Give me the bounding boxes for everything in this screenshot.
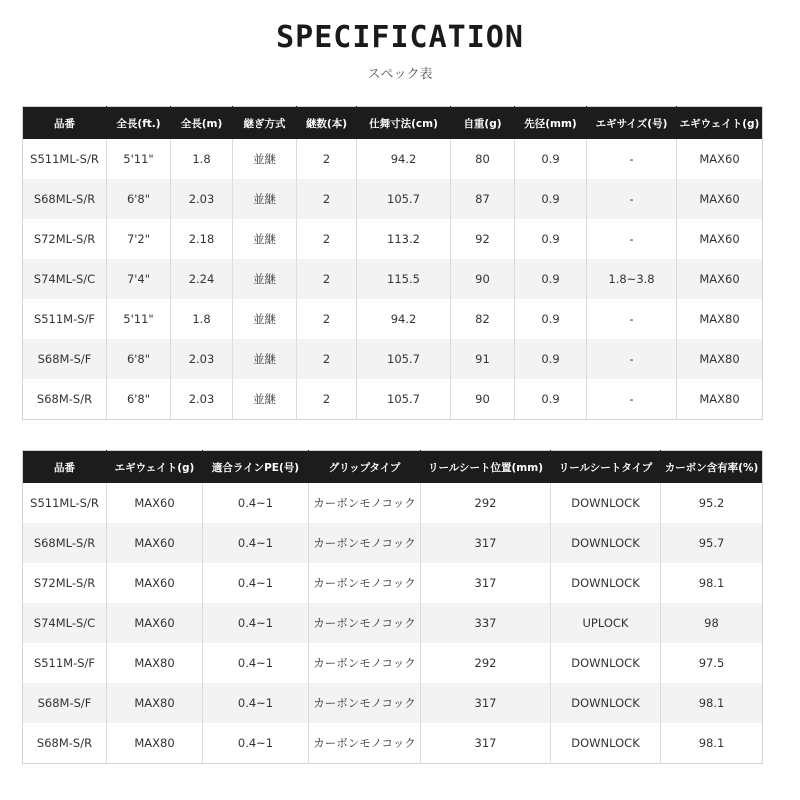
table-cell: 0.4~1 <box>203 683 309 723</box>
table-cell: 2.03 <box>171 179 233 219</box>
table-cell: - <box>587 379 677 420</box>
table-cell: S68M-S/F <box>23 683 107 723</box>
table-cell: 105.7 <box>357 179 451 219</box>
table-row <box>23 603 763 643</box>
table-row <box>23 483 763 523</box>
table-row <box>23 179 763 219</box>
table-cell: 98.1 <box>661 563 763 603</box>
table-cell: 0.4~1 <box>203 523 309 563</box>
table-cell: 並継 <box>233 379 297 420</box>
table-cell: DOWNLOCK <box>551 723 661 764</box>
table-cell: MAX60 <box>677 219 763 259</box>
table-cell: UPLOCK <box>551 603 661 643</box>
table-cell: 0.9 <box>515 219 587 259</box>
table-cell: 並継 <box>233 339 297 379</box>
table-cell: S74ML-S/C <box>23 603 107 643</box>
table-cell: 7'2" <box>107 219 171 259</box>
column-header: 継ぎ方式 <box>233 107 297 140</box>
table-cell: 105.7 <box>357 379 451 420</box>
table-cell: - <box>587 299 677 339</box>
table-cell: 105.7 <box>357 339 451 379</box>
column-header: エギウェイト(g) <box>107 451 203 484</box>
table-cell: 2.24 <box>171 259 233 299</box>
table-cell: 0.4~1 <box>203 603 309 643</box>
table-cell: 2 <box>297 339 357 379</box>
table-row <box>23 299 763 339</box>
table-cell: MAX60 <box>107 483 203 523</box>
table-cell: 317 <box>421 683 551 723</box>
column-header: 自重(g) <box>451 107 515 140</box>
column-header: 継数(本) <box>297 107 357 140</box>
table-cell: 0.9 <box>515 299 587 339</box>
table-header-row <box>23 451 763 484</box>
table-cell: 2 <box>297 259 357 299</box>
table-cell: DOWNLOCK <box>551 683 661 723</box>
column-header: エギウェイト(g) <box>677 107 763 140</box>
table-cell: 1.8 <box>171 299 233 339</box>
table-cell: カーボンモノコック <box>309 523 421 563</box>
table-cell: 91 <box>451 339 515 379</box>
table-cell: DOWNLOCK <box>551 563 661 603</box>
table-cell: 並継 <box>233 179 297 219</box>
table-cell: 97.5 <box>661 643 763 683</box>
table-cell: 2 <box>297 179 357 219</box>
table-cell: 並継 <box>233 219 297 259</box>
column-header: カーボン含有率(%) <box>661 451 763 484</box>
table-cell: S511M-S/F <box>23 299 107 339</box>
table-cell: - <box>587 219 677 259</box>
table-row <box>23 139 763 179</box>
table-cell: 0.9 <box>515 339 587 379</box>
table-cell: - <box>587 139 677 179</box>
page-title: SPECIFICATION <box>276 20 524 55</box>
column-header: リールシート位置(mm) <box>421 451 551 484</box>
table-cell: MAX60 <box>677 259 763 299</box>
table-cell: - <box>587 339 677 379</box>
table-cell: 0.4~1 <box>203 643 309 683</box>
table-cell: 98.1 <box>661 723 763 764</box>
column-header: 全長(ft.) <box>107 107 171 140</box>
table-cell: MAX60 <box>107 563 203 603</box>
column-header: エギサイズ(号) <box>587 107 677 140</box>
table-cell: 7'4" <box>107 259 171 299</box>
table-cell: MAX80 <box>677 299 763 339</box>
table-cell: 並継 <box>233 259 297 299</box>
table-cell: 80 <box>451 139 515 179</box>
table-header-row <box>23 107 763 140</box>
table-cell: 0.4~1 <box>203 563 309 603</box>
table-cell: MAX60 <box>677 139 763 179</box>
table-cell: S68ML-S/R <box>23 179 107 219</box>
table-cell: 317 <box>421 723 551 764</box>
table-cell: 並継 <box>233 299 297 339</box>
table-cell: 115.5 <box>357 259 451 299</box>
table-row <box>23 339 763 379</box>
table-cell: 2.03 <box>171 339 233 379</box>
table-cell: - <box>587 179 677 219</box>
table-cell: 0.9 <box>515 179 587 219</box>
table-cell: 6'8" <box>107 339 171 379</box>
column-header: 品番 <box>23 107 107 140</box>
table-row <box>23 379 763 420</box>
table-cell: MAX80 <box>107 683 203 723</box>
table-cell: 95.2 <box>661 483 763 523</box>
table-cell: MAX60 <box>107 523 203 563</box>
table-cell: MAX80 <box>107 643 203 683</box>
table-cell: 6'8" <box>107 179 171 219</box>
table-cell: 2 <box>297 139 357 179</box>
table-cell: 0.9 <box>515 139 587 179</box>
column-header: リールシートタイプ <box>551 451 661 484</box>
table-row <box>23 643 763 683</box>
table-cell: S68M-S/F <box>23 339 107 379</box>
table-row <box>23 219 763 259</box>
table-cell: カーボンモノコック <box>309 643 421 683</box>
column-header: 全長(m) <box>171 107 233 140</box>
column-header: グリップタイプ <box>309 451 421 484</box>
table-cell: S511ML-S/R <box>23 139 107 179</box>
table-cell: 5'11" <box>107 299 171 339</box>
table-row <box>23 683 763 723</box>
table-cell: 2 <box>297 299 357 339</box>
table-cell: 2 <box>297 219 357 259</box>
table-cell: MAX80 <box>677 339 763 379</box>
table-row <box>23 723 763 764</box>
table-cell: 5'11" <box>107 139 171 179</box>
table-cell: 90 <box>451 259 515 299</box>
table-cell: S68ML-S/R <box>23 523 107 563</box>
table-cell: カーボンモノコック <box>309 603 421 643</box>
table-cell: 98.1 <box>661 683 763 723</box>
table-cell: DOWNLOCK <box>551 643 661 683</box>
table-row <box>23 259 763 299</box>
spec-table-main <box>22 106 763 420</box>
table-cell: S72ML-S/R <box>23 563 107 603</box>
table-cell: 6'8" <box>107 379 171 420</box>
table-cell: 113.2 <box>357 219 451 259</box>
column-header: 仕舞寸法(cm) <box>357 107 451 140</box>
table-cell: 337 <box>421 603 551 643</box>
table-cell: 98 <box>661 603 763 643</box>
table-cell: 87 <box>451 179 515 219</box>
column-header: 適合ラインPE(号) <box>203 451 309 484</box>
column-header: 先径(mm) <box>515 107 587 140</box>
table-cell: 94.2 <box>357 299 451 339</box>
table-cell: 90 <box>451 379 515 420</box>
table-cell: 292 <box>421 483 551 523</box>
table-cell: 0.9 <box>515 259 587 299</box>
table-cell: 2.18 <box>171 219 233 259</box>
table-cell: カーボンモノコック <box>309 483 421 523</box>
table-cell: 並継 <box>233 139 297 179</box>
table-cell: カーボンモノコック <box>309 723 421 764</box>
table-cell: S68M-S/R <box>23 723 107 764</box>
table-cell: S511ML-S/R <box>23 483 107 523</box>
table-cell: 1.8~3.8 <box>587 259 677 299</box>
table-cell: MAX60 <box>107 603 203 643</box>
table-cell: カーボンモノコック <box>309 683 421 723</box>
table-row <box>23 523 763 563</box>
table-cell: 92 <box>451 219 515 259</box>
table-cell: 0.4~1 <box>203 483 309 523</box>
table-cell: S74ML-S/C <box>23 259 107 299</box>
table-cell: カーボンモノコック <box>309 563 421 603</box>
table-cell: 317 <box>421 563 551 603</box>
table-cell: 1.8 <box>171 139 233 179</box>
table-cell: MAX80 <box>107 723 203 764</box>
table-cell: S68M-S/R <box>23 379 107 420</box>
column-header: 品番 <box>23 451 107 484</box>
table-cell: S511M-S/F <box>23 643 107 683</box>
table-cell: 2.03 <box>171 379 233 420</box>
table-cell: 292 <box>421 643 551 683</box>
table-cell: MAX80 <box>677 379 763 420</box>
table-cell: 0.9 <box>515 379 587 420</box>
table-row <box>23 563 763 603</box>
table-cell: 95.7 <box>661 523 763 563</box>
table-cell: 317 <box>421 523 551 563</box>
table-cell: 82 <box>451 299 515 339</box>
table-cell: 94.2 <box>357 139 451 179</box>
table-cell: S72ML-S/R <box>23 219 107 259</box>
table-cell: 0.4~1 <box>203 723 309 764</box>
page-subtitle: スペック表 <box>367 67 433 82</box>
table-cell: DOWNLOCK <box>551 523 661 563</box>
table-cell: 2 <box>297 379 357 420</box>
table-cell: MAX60 <box>677 179 763 219</box>
spec-table-detail <box>22 450 763 764</box>
table-cell: DOWNLOCK <box>551 483 661 523</box>
